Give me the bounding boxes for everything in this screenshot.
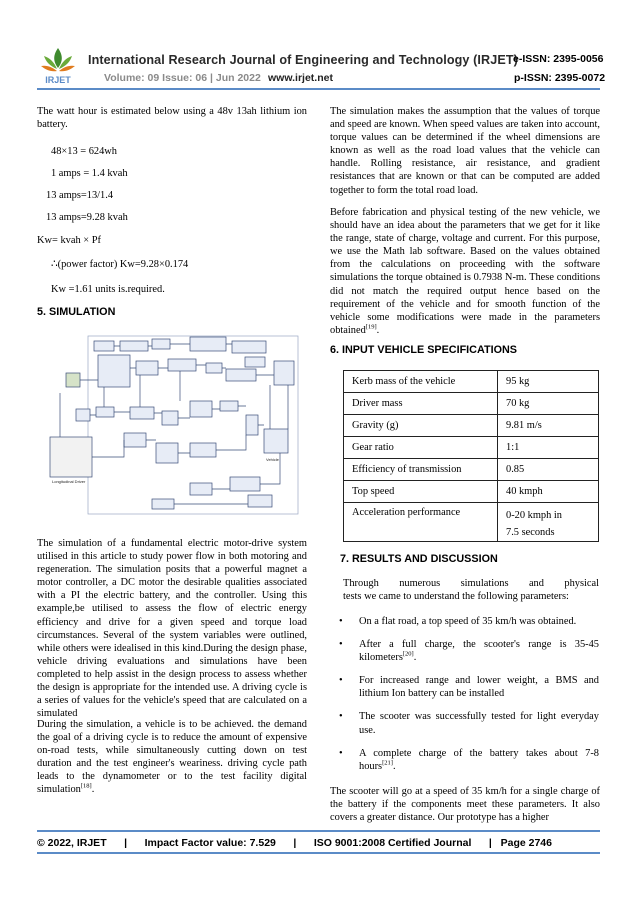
table-row xyxy=(344,481,599,503)
calc-line-6: ∴(power factor) Kw=9.28×0.174 xyxy=(51,259,189,270)
p-issn: p-ISSN: 2395-0072 xyxy=(514,72,606,84)
battery-intro: The watt hour is estimated below using a 48v 13ah lithium ion battery. xyxy=(37,106,307,131)
logo-text: IRJET xyxy=(45,75,71,85)
simulation-paragraph-2: During the simulation, a vehicle is to be achieved. the demand the goal of a driving cycle is to reduce the amount of expensive on-road tests, while simultaneously cutting down on test duration and the test engineer's weariness. driving cycle path leads to the dynamometer or to the test facility digital simulation[18]. xyxy=(37,719,307,796)
spec-value: 70 kg xyxy=(498,393,599,415)
spec-value: 40 kmph xyxy=(498,481,599,503)
spec-value: 9.81 m/s xyxy=(498,415,599,437)
spec-name: Driver mass xyxy=(344,393,498,415)
journal-title: International Research Journal of Engineering and Technology (IRJET) xyxy=(88,53,518,67)
footer: © 2022, IRJET | Impact Factor value: 7.529 | ISO 9001:2008 Certified Journal | Page 2746 xyxy=(37,837,552,849)
closing-paragraph: The scooter will go at a speed of 35 km/h for a single charge of the battery if the components meet these parameters. It also covers a greater distance. Our prototype has a higher xyxy=(330,786,600,824)
spec-name: Gravity (g) xyxy=(344,415,498,437)
footer-rule-bottom xyxy=(37,852,600,854)
results-intro-line-2: tests we came to understand the following parameters: xyxy=(343,591,569,602)
results-intro-line-1: Through numerous simulations and physical xyxy=(343,578,599,589)
table-row xyxy=(344,503,599,542)
list-item: • For increased range and lower weight, a BMS and lithium Ion battery can be installed xyxy=(339,675,599,700)
diagram-label-vehicle: Vehicle xyxy=(266,457,279,462)
torque-paragraph: The simulation makes the assumption that the values of torque and speed are known. When speed values are taken into account, torque values can be determined if the wheel dimensions are known as well as the road load values that the vehicle can handle. Rolling resistance, air resistance, and gradient resistances that are known or that can be computed are added together to form the total road load. xyxy=(330,106,600,196)
section-5-title: 5. SIMULATION xyxy=(37,306,116,318)
spec-name: Acceleration performance xyxy=(344,503,498,542)
calc-line-1: 48×13 = 624wh xyxy=(51,146,117,157)
footer-page: Page 2746 xyxy=(500,837,552,849)
spec-name: Top speed xyxy=(344,481,498,503)
simulation-paragraph-1: The simulation of a fundamental electric motor-drive system utilised in this article to study power flow in both motoring and regeneration. The simulation posits that a powerful magnet a motor controller, a DC motor the desirable qualities associated with a PI the electric battery, and the controller. Using this example,be utilised to assess the flow of electric energy efficiency and drive for a given speed and torque load circumstances. Several of the system variables were outlined, while others were idealised in this kind.During the design phase, vehicle driving evaluations and simulations have been completed to help assist in the design process to assess whether the design is appropriate for the intended use. A driving cycle is a series of values for the vehicle's speed that are calculated on a simulated xyxy=(37,538,307,720)
table-row xyxy=(344,459,599,481)
vehicle-specs-table xyxy=(343,370,599,542)
parameters-paragraph: Before fabrication and physical testing of the new vehicle, we should have an idea about the parameters that we get for it like the range, state of charge, voltage and current. For this purpose, we use the Math lab software. Based on the values obtained from the calculations on proceeding with the software simulations the torque obtained is 0.7938 N-m. These conditions did not match the required output hence based on the requirement of the vehicle and for smooth function of the vehicle some modifications were made in the parameters obtained[19]. xyxy=(330,207,600,336)
results-list xyxy=(333,615,599,773)
section-6-title: 6. INPUT VEHICLE SPECIFICATIONS xyxy=(330,344,517,356)
list-item: • On a flat road, a top speed of 35 km/h was obtained. xyxy=(339,616,577,627)
footer-rule xyxy=(37,830,600,832)
spec-name: Efficiency of transmission xyxy=(344,459,498,481)
header-rule xyxy=(37,88,600,90)
calc-line-7: Kw =1.61 units is.required. xyxy=(51,284,165,295)
calc-line-3: 13 amps=13/1.4 xyxy=(46,190,114,201)
section-7-title: 7. RESULTS AND DISCUSSION xyxy=(340,553,498,565)
calc-line-2: 1 amps = 1.4 kvah xyxy=(51,168,128,179)
list-item: • A complete charge of the battery takes about 7-8 hours[21]. xyxy=(339,747,599,772)
list-item: • After a full charge, the scooter's range is 35-45 kilometers[20]. xyxy=(339,639,599,664)
spec-name: Gear ratio xyxy=(344,437,498,459)
list-item: • The scooter was successfully tested for light everyday use. xyxy=(339,711,599,736)
table-row xyxy=(344,371,599,393)
footer-impact: Impact Factor value: 7.529 xyxy=(144,837,276,849)
website-link[interactable]: www.irjet.net xyxy=(268,72,333,84)
e-issn: e-ISSN: 2395-0056 xyxy=(513,53,604,65)
table-row xyxy=(344,415,599,437)
irjet-logo xyxy=(38,44,78,86)
volume-issue: Volume: 09 Issue: 06 | Jun 2022 xyxy=(104,72,261,84)
spec-value: 1:1 xyxy=(498,437,599,459)
spec-value: 95 kg xyxy=(498,371,599,393)
spec-value: 0.85 xyxy=(498,459,599,481)
calc-line-4: 13 amps=9.28 kvah xyxy=(46,212,128,223)
table-row xyxy=(344,393,599,415)
spec-name: Kerb mass of the vehicle xyxy=(344,371,498,393)
table-row xyxy=(344,437,599,459)
simulink-diagram xyxy=(40,333,302,519)
spec-value: 0-20 kmph in 7.5 seconds xyxy=(498,503,599,542)
calc-line-5: Kw= kvah × Pf xyxy=(37,235,101,246)
diagram-label-driver: Longitudinal Driver xyxy=(52,479,86,484)
footer-iso: ISO 9001:2008 Certified Journal xyxy=(313,837,472,849)
footer-copyright: © 2022, IRJET xyxy=(37,837,107,849)
